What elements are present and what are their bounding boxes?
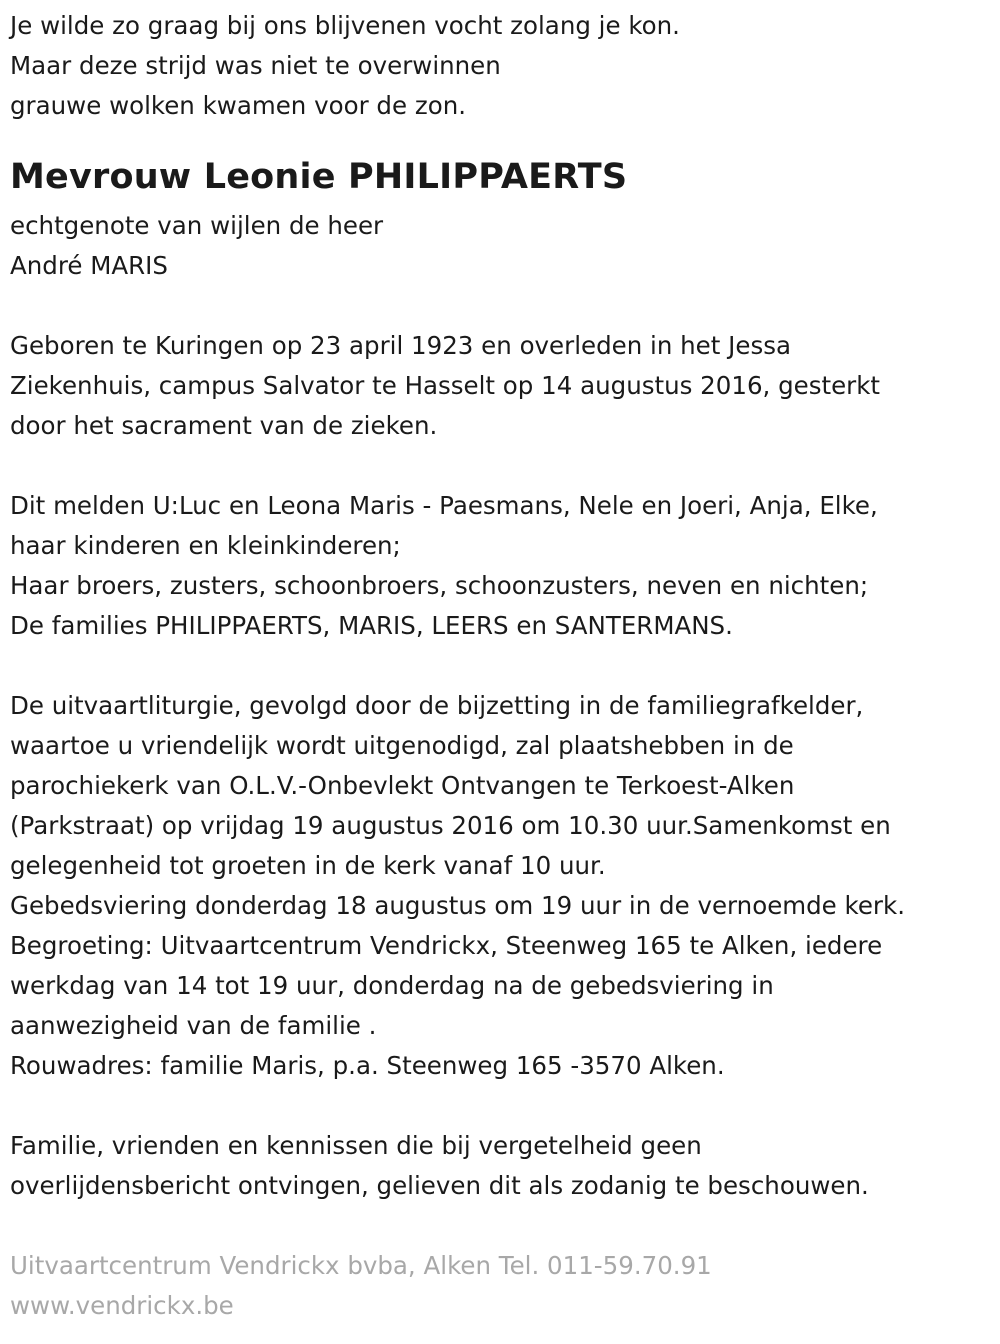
poem [10, 6, 995, 126]
birth-death-line: door het sacrament van de zieken. [10, 411, 438, 440]
deceased-name: Mevrouw Leonie PHILIPPAERTS [10, 157, 628, 197]
relation-line: echtgenote van wijlen de heer [10, 211, 384, 240]
paragraph-gap [10, 646, 995, 686]
poem-line: grauwe wolken kwamen voor de zon. [10, 91, 467, 120]
birth-death-paragraph [10, 326, 995, 446]
birth-death-line: Geboren te Kuringen op 23 april 1923 en overleden in het Jessa [10, 331, 791, 360]
paragraph-gap [10, 286, 995, 326]
closing-line: Familie, vrienden en kennissen die bij vergetelheid geen [10, 1131, 702, 1160]
announcers-line: Haar broers, zusters, schoonbroers, schoonzusters, neven en nichten; [10, 571, 869, 600]
spouse-section [10, 206, 995, 286]
paragraph-gap [10, 1086, 995, 1126]
funeral-line: Gebedsviering donderdag 18 augustus om 19 uur in de vernoemde kerk. [10, 891, 905, 920]
funeral-line: waartoe u vriendelijk wordt uitgenodigd, zal plaatshebben in de [10, 731, 794, 760]
company-line: Uitvaartcentrum Vendrickx bvba, Alken Tel. 011-59.70.91 [10, 1251, 712, 1280]
funeral-line: aanwezigheid van de familie . [10, 1011, 377, 1040]
funeral-paragraph [10, 686, 995, 1086]
announcers-line: De families PHILIPPAERTS, MARIS, LEERS en SANTERMANS. [10, 611, 733, 640]
announcers-line: Dit melden U:Luc en Leona Maris - Paesmans, Nele en Joeri, Anja, Elke, [10, 491, 878, 520]
footer [10, 1246, 995, 1326]
paragraph-gap [10, 1206, 995, 1246]
funeral-line: De uitvaartliturgie, gevolgd door de bijzetting in de familiegrafkelder, [10, 691, 864, 720]
paragraph-gap [10, 446, 995, 486]
birth-death-line: Ziekenhuis, campus Salvator te Hasselt op 14 augustus 2016, gesterkt [10, 371, 881, 400]
closing-paragraph [10, 1126, 995, 1206]
funeral-line: parochiekerk van O.L.V.-Onbevlekt Ontvangen te Terkoest-Alken [10, 771, 795, 800]
funeral-line: Rouwadres: familie Maris, p.a. Steenweg 165 -3570 Alken. [10, 1051, 725, 1080]
funeral-line: (Parkstraat) op vrijdag 19 augustus 2016 om 10.30 uur.Samenkomst en [10, 811, 891, 840]
funeral-line: gelegenheid tot groeten in de kerk vanaf 10 uur. [10, 851, 606, 880]
spouse-name: André MARIS [10, 251, 168, 280]
announcers-line: haar kinderen en kleinkinderen; [10, 531, 401, 560]
poem-line: Maar deze strijd was niet te overwinnen [10, 51, 501, 80]
announcers-paragraph [10, 486, 995, 646]
obituary-document [10, 6, 995, 1326]
funeral-line: werkdag van 14 tot 19 uur, donderdag na de gebedsviering in [10, 971, 774, 1000]
website-link[interactable]: www.vendrickx.be [10, 1291, 234, 1320]
poem-line: Je wilde zo graag bij ons blijvenen vocht zolang je kon. [10, 11, 680, 40]
closing-line: overlijdensbericht ontvingen, gelieven dit als zodanig te beschouwen. [10, 1171, 869, 1200]
funeral-line: Begroeting: Uitvaartcentrum Vendrickx, Steenweg 165 te Alken, iedere [10, 931, 883, 960]
